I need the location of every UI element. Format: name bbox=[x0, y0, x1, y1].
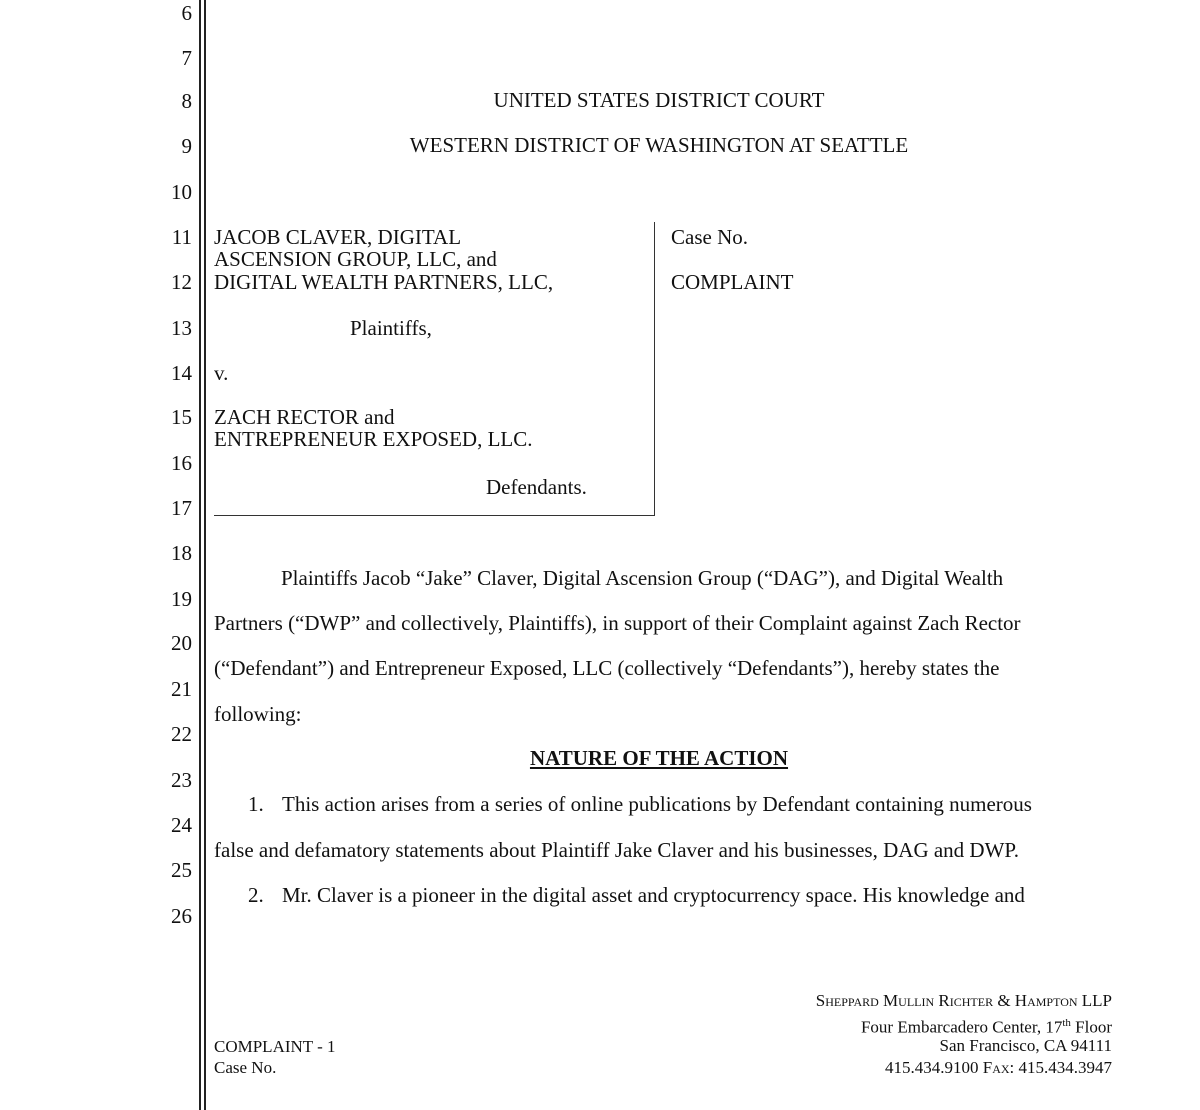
line-number: 6 bbox=[181, 1, 192, 25]
plaintiffs-label: Plaintiffs, bbox=[350, 316, 432, 340]
line-number: 18 bbox=[171, 541, 192, 565]
line-number: 7 bbox=[181, 46, 192, 70]
firm-fax: 415.434.3947 bbox=[1018, 1058, 1112, 1077]
defendant-line: ENTREPRENEUR EXPOSED, LLC. bbox=[214, 427, 533, 451]
line-number: 13 bbox=[171, 316, 192, 340]
court-district: WESTERN DISTRICT OF WASHINGTON AT SEATTLE bbox=[409, 133, 909, 157]
firm-phone: 415.434.9100 bbox=[884, 1058, 979, 1077]
margin-rule-right bbox=[204, 0, 206, 1110]
line-number: 17 bbox=[171, 496, 192, 520]
body-line: false and defamatory statements about Plaintiff Jake Claver and his businesses, DAG and DWP. bbox=[214, 838, 1020, 862]
body-line: This action arises from a series of online publications by Defendant containing numerous bbox=[282, 792, 1032, 816]
body-line: Plaintiffs Jacob “Jake” Claver, Digital Ascension Group (“DAG”), and Digital Wealth bbox=[281, 566, 1004, 590]
line-number: 11 bbox=[171, 225, 192, 249]
court-name: UNITED STATES DISTRICT COURT bbox=[493, 88, 825, 112]
plaintiff-line: JACOB CLAVER, DIGITAL bbox=[214, 225, 462, 249]
line-number: 23 bbox=[171, 768, 192, 792]
body-line: following: bbox=[214, 702, 302, 726]
body-line: (“Defendant”) and Entrepreneur Exposed, LLC (collectively “Defendants”), hereby states the bbox=[214, 656, 1000, 680]
line-number: 22 bbox=[171, 722, 192, 746]
line-number: 12 bbox=[171, 270, 192, 294]
document-type: COMPLAINT bbox=[671, 270, 794, 294]
margin-rule-left bbox=[199, 0, 201, 1110]
body-line: Mr. Claver is a pioneer in the digital asset and cryptocurrency space. His knowledge and bbox=[282, 883, 1025, 907]
footer-document-label: COMPLAINT - 1 bbox=[214, 1037, 336, 1056]
plaintiff-line: DIGITAL WEALTH PARTNERS, LLC, bbox=[214, 270, 554, 294]
firm-address-floor: Floor bbox=[1070, 1017, 1112, 1037]
line-number: 20 bbox=[171, 631, 192, 655]
caption-divider-horizontal bbox=[214, 515, 655, 516]
line-number: 16 bbox=[171, 451, 192, 475]
firm-address-line-2: San Francisco, CA 94111 bbox=[939, 1036, 1112, 1055]
line-number: 8 bbox=[181, 89, 192, 113]
line-number: 19 bbox=[171, 587, 192, 611]
line-number: 15 bbox=[171, 405, 192, 429]
defendant-line: ZACH RECTOR and bbox=[214, 405, 395, 429]
line-number: 9 bbox=[181, 134, 192, 158]
line-number: 10 bbox=[171, 180, 192, 204]
firm-name: Sheppard Mullin Richter & Hampton LLP bbox=[815, 991, 1112, 1010]
line-number: 24 bbox=[171, 813, 192, 837]
line-number: 26 bbox=[171, 904, 192, 928]
line-number: 25 bbox=[171, 858, 192, 882]
section-heading: NATURE OF THE ACTION bbox=[529, 746, 789, 770]
line-number: 21 bbox=[171, 677, 192, 701]
paragraph-number: 1. bbox=[248, 792, 264, 816]
body-line: Partners (“DWP” and collectively, Plaintiffs), in support of their Complaint against Zach Rector bbox=[214, 611, 1021, 635]
defendants-label: Defendants. bbox=[486, 475, 587, 499]
case-number-label: Case No. bbox=[671, 225, 748, 249]
plaintiff-line: ASCENSION GROUP, LLC, and bbox=[214, 247, 497, 271]
versus: v. bbox=[214, 361, 229, 385]
firm-contact-line bbox=[885, 1058, 1112, 1078]
firm-address-text: Four Embarcadero Center, 17 bbox=[860, 1017, 1063, 1037]
paragraph-number: 2. bbox=[248, 883, 264, 907]
footer-case-number: Case No. bbox=[214, 1058, 277, 1077]
caption-divider-vertical bbox=[654, 222, 655, 516]
line-number: 14 bbox=[171, 361, 192, 385]
fax-label: Fax: bbox=[982, 1058, 1015, 1077]
firm-address-line-1 bbox=[861, 1013, 1112, 1038]
ordinal-suffix: th bbox=[1062, 1017, 1071, 1029]
